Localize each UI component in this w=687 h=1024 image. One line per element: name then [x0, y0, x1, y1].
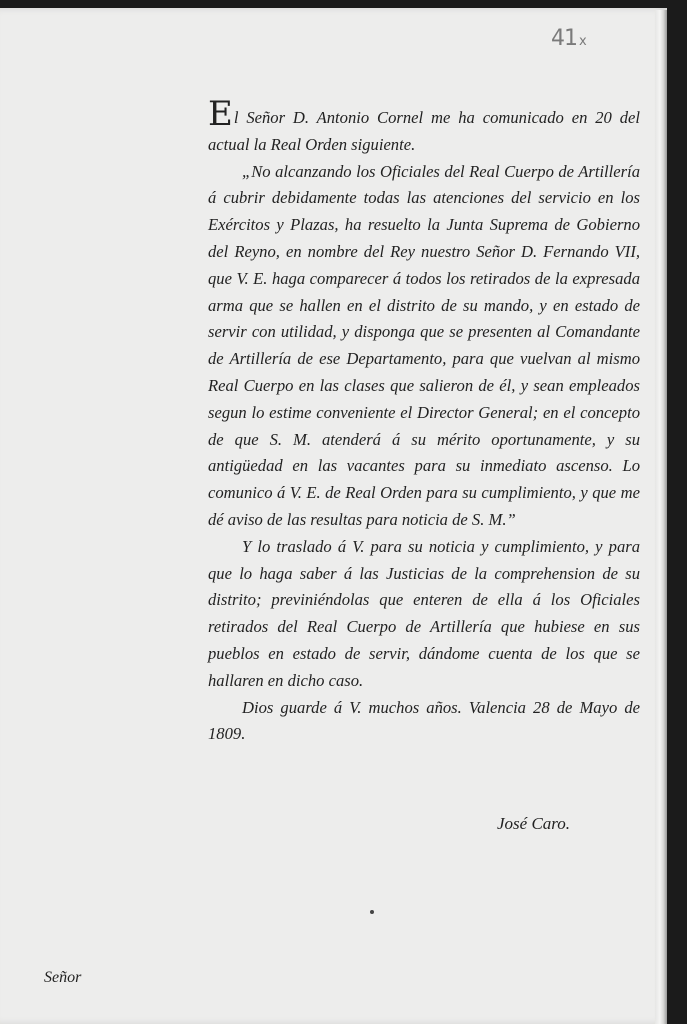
paragraph-3: Y lo traslado á V. para su noticia y cumplimiento, y para que lo haga saber á las Justicias de la comprehension de su distrito; previniéndolas que enteren de ella á los Oficiales retirados del Real Cuerpo de Artillería que hubiese en sus pueblos en estado de servir, dándome cuenta de los que se hallaren en dicho caso. [208, 536, 640, 690]
page-edge [655, 10, 667, 1024]
paragraph-1-text: l Señor D. Antonio Cornel me ha comunicado en 20 del actual la Real Orden siguiente. [208, 108, 640, 154]
letter-body [208, 94, 640, 748]
signature: José Caro. [497, 814, 571, 833]
drop-cap: E [208, 94, 233, 134]
folio-mark: x [579, 34, 586, 49]
folio-number-text: 41 [551, 26, 577, 51]
paragraph-2: „No alcanzando los Oficiales del Real Cuerpo de Artillería á cubrir debidamente todas las atenciones del servicio en los Exércitos y Plazas, ha resuelto la Junta Suprema de Gobierno del Reyno, en nombre del Rey nuestro Señor D. Fernando VII, que V. E. haga comparecer á todos los retirados de la expresada arma que se hallen en el distrito de su mando, y en estado de servir con utilidad, y disponga que se presenten al Comandante de Artillería de ese Departamento, para que vuelvan al mismo Real Cuerpo en las clases que salieron de él, y sean empleados segun lo estime conveniente el Director General; en el concepto de que S. M. atenderá á su mérito oportunamente, y su antigüedad en las vacantes para su inmediato ascenso. Lo comunico á V. E. de Real Orden para su cumplimiento, y que me dé aviso de las resultas para noticia de S. M.” [208, 161, 640, 529]
paragraph-4: Dios guarde á V. muchos años. Valencia 28 de Mayo de 1809. [208, 697, 640, 744]
addressee: Señor [44, 969, 82, 986]
paragraph-1 [208, 94, 640, 159]
paper-speck [370, 910, 374, 914]
folio-number [551, 26, 586, 51]
